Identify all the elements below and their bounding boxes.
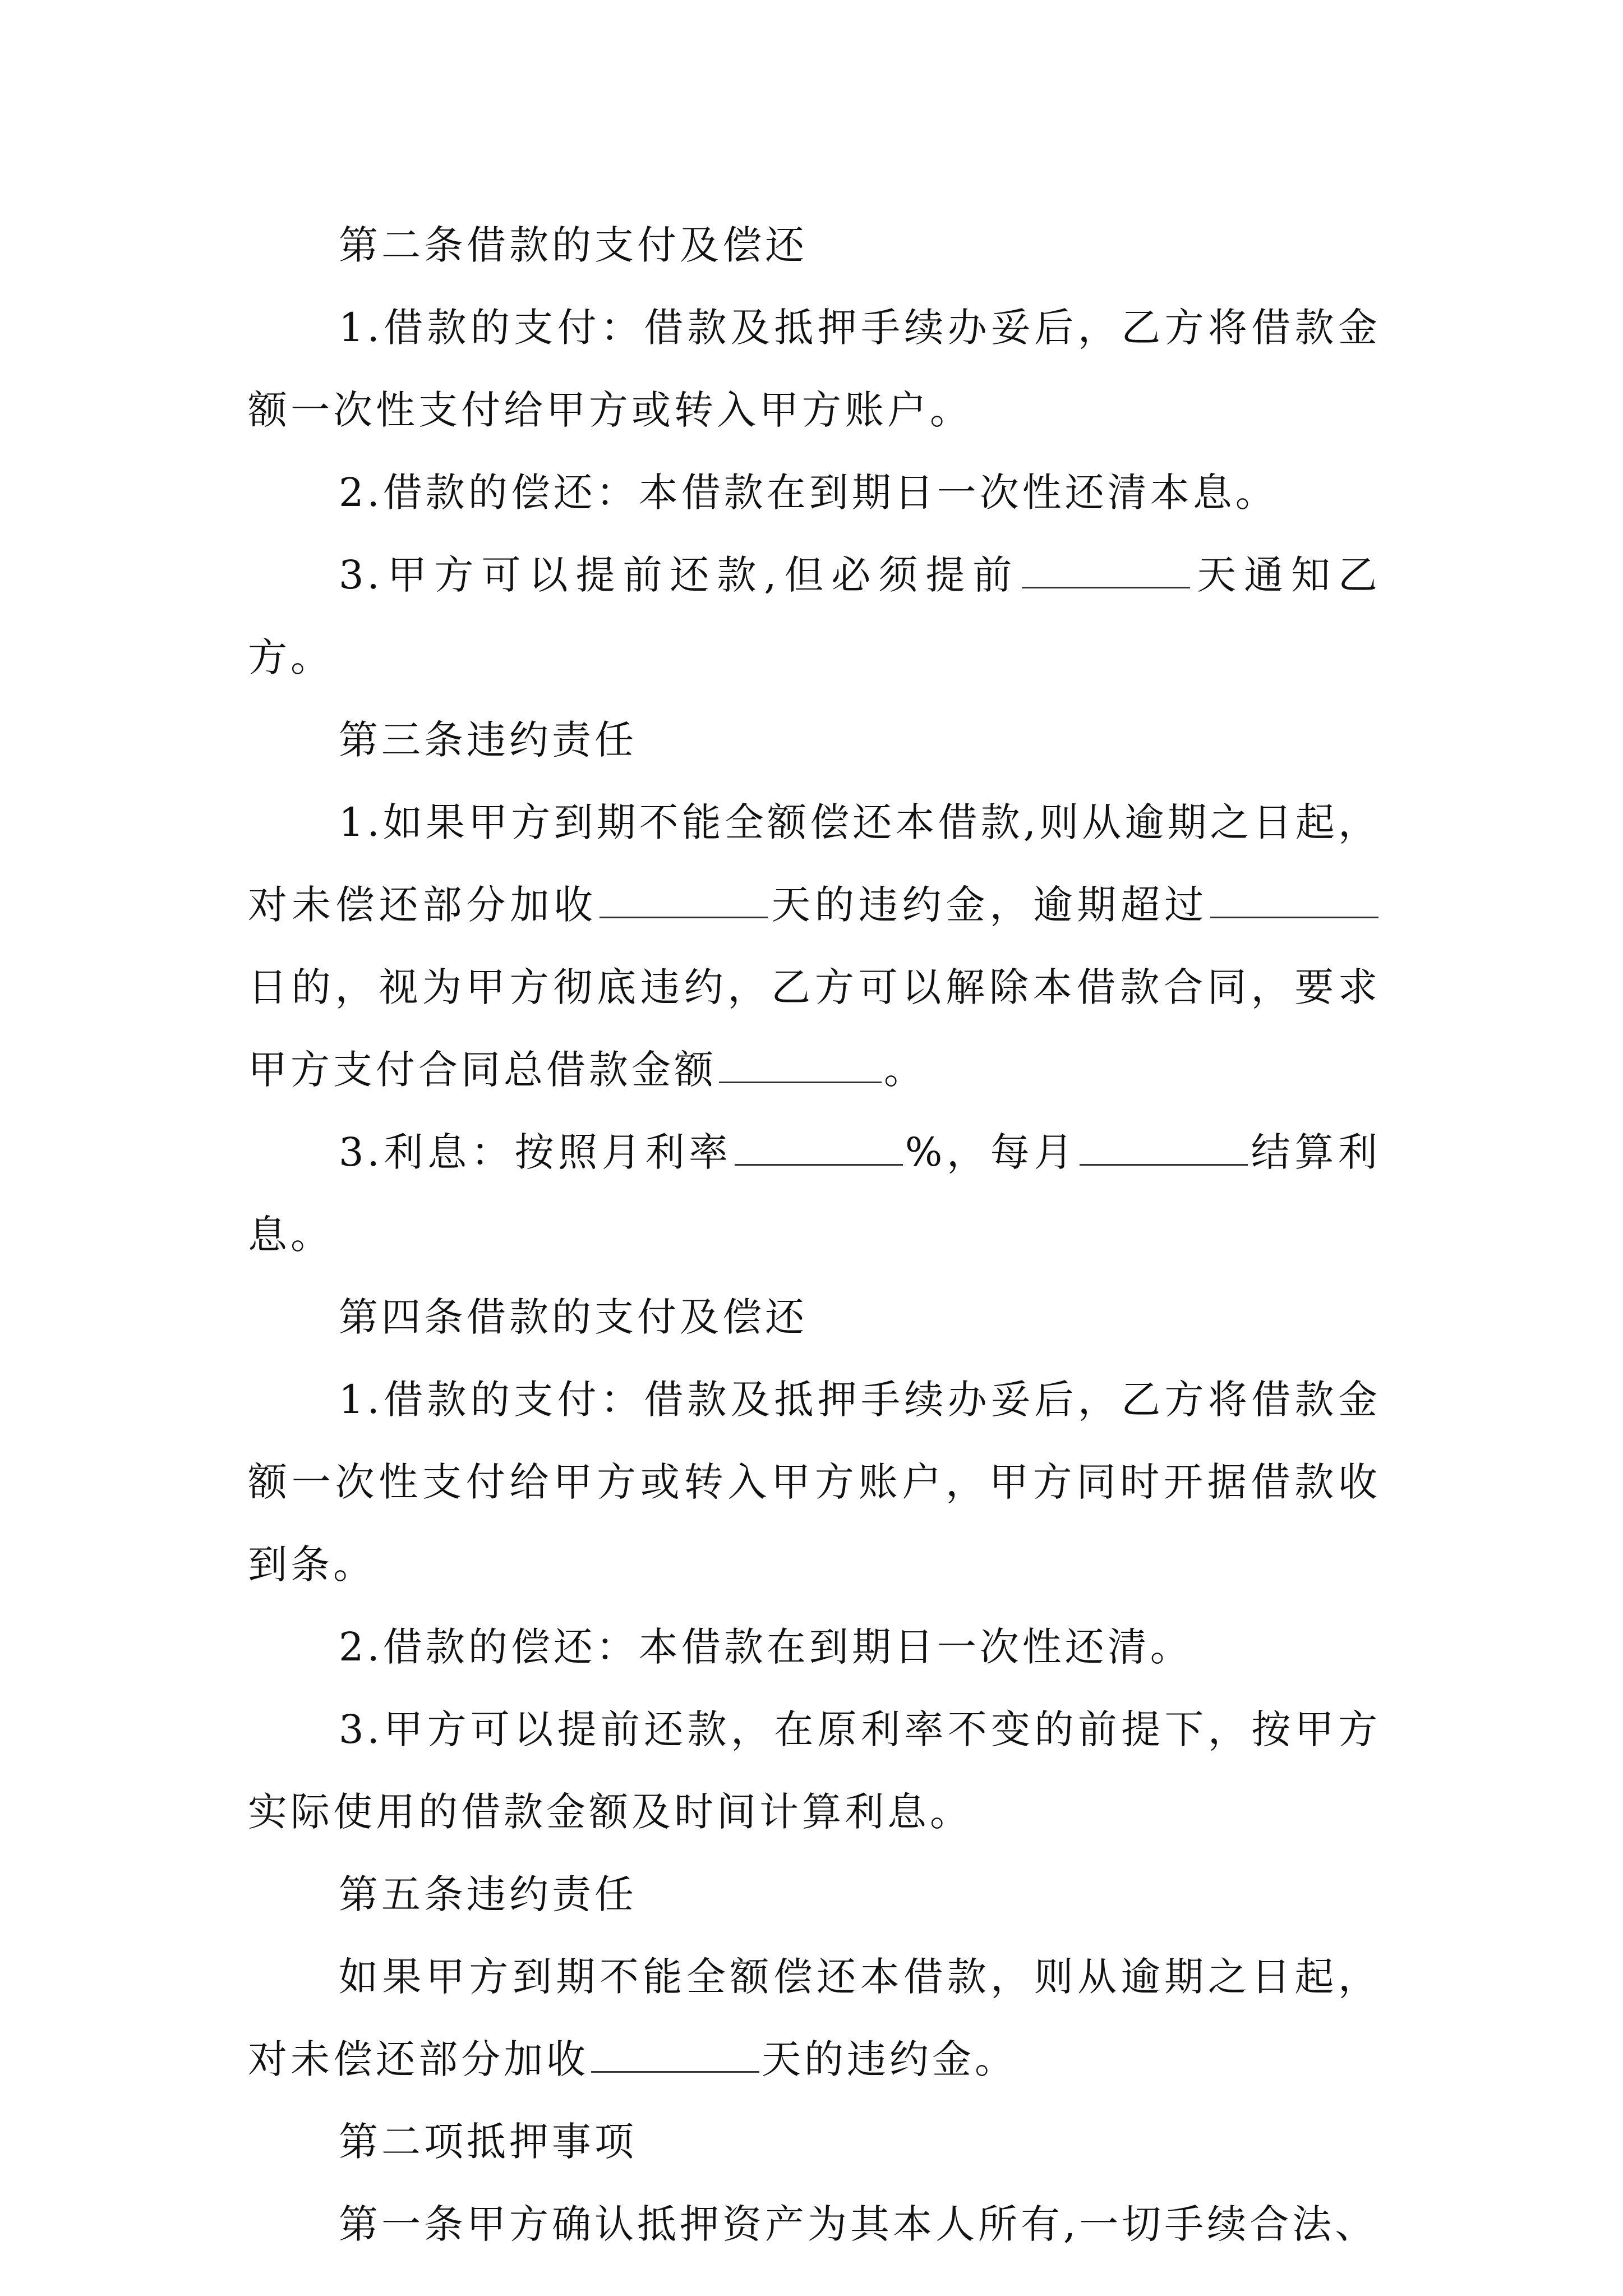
paragraph-text: 2.借款的偿还：本借款在到期日一次性还清。 (339, 1624, 1193, 1670)
paragraph-text: 第二条借款的支付及偿还 (339, 222, 808, 268)
paragraph-text: 结算利息。 (248, 1129, 1381, 1258)
fill-in-blank[interactable] (1080, 1125, 1248, 1166)
section-heading-mortgage (248, 2101, 1381, 2183)
fill-in-blank[interactable] (1210, 877, 1378, 918)
fill-in-blank[interactable] (600, 877, 768, 918)
paragraph-text: 如果甲方到期不能全额偿还本借款，则从逾期之日起，对未偿还部分加收 (248, 1954, 1381, 2082)
fill-in-blank[interactable] (591, 2032, 759, 2073)
section-heading-article-4 (248, 1276, 1381, 1359)
paragraph-text: 天通知乙方。 (248, 552, 1381, 680)
clause-overdue-penalty (248, 781, 1381, 1111)
fill-in-blank[interactable] (735, 1125, 903, 1166)
paragraph-text: 1.如果甲方到期不能全额偿还本借款,则从逾期之日起，对未偿还部分加收 (248, 799, 1381, 928)
paragraph-text: 1.借款的支付：借款及抵押手续办妥后，乙方将借款金额一次性支付给甲方或转入甲方账户。 (248, 305, 1381, 433)
clause-interest (248, 1111, 1381, 1276)
clause-loan-repayment (248, 452, 1381, 534)
paragraph-text: 第三条违约责任 (339, 717, 637, 763)
fill-in-blank[interactable] (719, 1042, 882, 1083)
clause-early-repayment (248, 534, 1381, 699)
clause-mortgage-ownership (248, 2183, 1381, 2266)
clause-loan-payment (248, 287, 1381, 452)
paragraph-text: %，每月 (905, 1129, 1077, 1175)
paragraph-text: 。 (884, 1047, 926, 1093)
document-body (248, 204, 1381, 2266)
paragraph-text: 第四条借款的支付及偿还 (339, 1294, 808, 1340)
fill-in-blank[interactable] (1022, 547, 1190, 588)
paragraph-text: 3.甲方可以提前还款,但必须提前 (339, 552, 1020, 598)
clause-early-repayment-2 (248, 1688, 1381, 1853)
paragraph-text: 2.借款的偿还：本借款在到期日一次性还清本息。 (339, 470, 1278, 516)
clause-loan-payment-receipt (248, 1359, 1381, 1606)
section-heading-article-2 (248, 204, 1381, 287)
paragraph-text: 天的违约金，逾期超过 (770, 882, 1209, 928)
paragraph-text: 3.甲方可以提前还款，在原利率不变的前提下，按甲方实际使用的借款金额及时间计算利息。 (248, 1706, 1381, 1835)
section-heading-article-5 (248, 1853, 1381, 1936)
paragraph-text: 第五条违约责任 (339, 1871, 637, 1917)
paragraph-text: 第一条甲方确认抵押资产为其本人所有,一切手续合法、 (339, 2201, 1378, 2247)
paragraph-text: 日的，视为甲方彻底违约，乙方可以解除本借款合同，要求甲方支付合同总借款金额 (248, 964, 1381, 1093)
section-heading-article-3 (248, 699, 1381, 781)
clause-loan-repayment-2 (248, 1606, 1381, 1688)
paragraph-text: 第二项抵押事项 (339, 2119, 637, 2165)
paragraph-text: 1.借款的支付：借款及抵押手续办妥后，乙方将借款金额一次性支付给甲方或转入甲方账户，甲方同时开据借款收到条。 (248, 1377, 1381, 1588)
paragraph-text: 3.利息：按照月利率 (339, 1129, 732, 1175)
clause-overdue-penalty-2 (248, 1936, 1381, 2101)
paragraph-text: 天的违约金。 (762, 2036, 1017, 2082)
